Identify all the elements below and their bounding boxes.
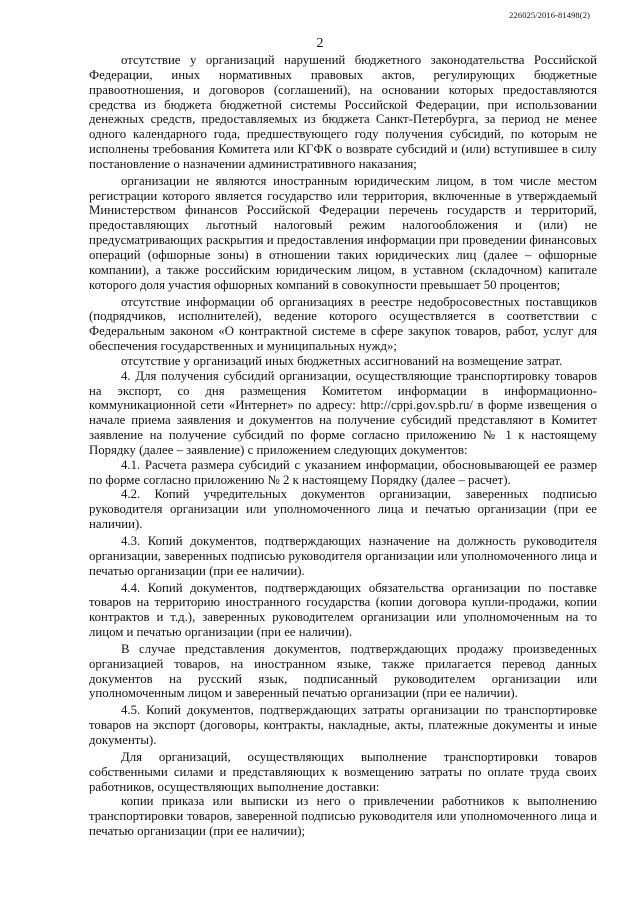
document-number: 226025/2016-81498(2) xyxy=(509,10,590,20)
paragraph: Для организаций, осуществляющих выполнение транспортировки товаров собственными силами и представляющих к возмещению затраты по оплате труда своих работников, осуществляющих выполнение доставки: xyxy=(89,749,597,794)
paragraph: организации не являются иностранным юридическим лицом, в том числе местом регистрации которого является государство или территория, включенные в утверждаемый Министерством финансов Российской Федерации перечень государств и территорий, предоставляющих льготный налоговый режим налогообложения и (или) не предусматривающих раскрытия и предоставления информации при проведении финансовых операций (офшорные зоны) в отношении таких юридических лиц (далее – офшорные компании), а также российским юридическим лицом, в уставном (складочном) капитале которого доля участия офшорных компаний в совокупности превышает 50 процентов; xyxy=(89,173,597,292)
paragraph: 4.4. Копий документов, подтверждающих обязательства организации по поставке товаров на территорию иностранного государства (копии договора купли-продажи, копии контрактов и т.д.), заверенных руководителем организации или уполномоченным на то лицом и печатью организации (при ее наличии). xyxy=(89,580,597,640)
paragraph: 4.5. Копий документов, подтверждающих затраты организации по транспортировке товаров на экспорт (договоры, контракты, накладные, акты, платежные документы и иные документы). xyxy=(89,703,597,747)
paragraph: копии приказа или выписки из него о привлечении работников к выполнению транспортировки товаров, заверенной подписью руководителя или уполномоченного лица и печатью организации (при ее наличии); xyxy=(89,794,597,839)
paragraph: отсутствие у организаций нарушений бюджетного законодательства Российской Федерации, иных нормативных правовых актов, регулирующих бюджетные правоотношения, и договоров (соглашений), на основании которых предоставляются средства из бюджета бюджетной системы Российской Федерации, при использовании денежных средств, предоставляемых из бюджета Санкт-Петербурга, за период не менее одного календарного года, предшествующего году получения субсидий, по которым не исполнены требования Комитета или КГФК о возврате субсидий и (или) вступившее в силу постановление о назначении административного наказания; xyxy=(89,53,597,171)
paragraph: 4.3. Копий документов, подтверждающих назначение на должность руководителя организации, заверенных подписью руководителя организации или уполномоченного лица и печатью организации (при ее наличии). xyxy=(89,534,597,578)
document-body xyxy=(89,53,597,839)
paragraph: отсутствие у организаций иных бюджетных ассигнований на возмещение затрат. xyxy=(121,353,563,368)
paragraph: 4.2. Копий учредительных документов организации, заверенных подписью руководителя организации или уполномоченного лица и печатью организации (при ее наличии). xyxy=(89,487,597,532)
page-number: 2 xyxy=(316,36,324,51)
paragraph: 4. Для получения субсидий организации, осуществляющие транспортировку товаров на экспорт, со дня размещения Комитетом информации в информационно-коммуникационной сети «Интернет» по адресу: http://cppi.gov.spb.ru/ в форме извещения о начале приема заявления и документов на получение субсидий представляют в Комитет заявление на получение субсидий по форме согласно приложению № 1 к настоящему Порядку (далее – заявление) с приложением следующих документов: xyxy=(89,368,597,457)
paragraph: 4.1. Расчета размера субсидий с указанием информации, обосновывающей ее размер по форме согласно приложению № 2 к настоящему Порядку (далее – расчет). xyxy=(89,457,597,487)
paragraph: отсутствие информации об организациях в реестре недобросовестных поставщиков (подрядчиков, исполнителей), ведение которого осуществляется в соответствии с Федеральным законом «О контрактной системе в сфере закупок товаров, работ, услуг для обеспечения государственных и муниципальных нужд»; xyxy=(89,294,597,354)
paragraph: В случае представления документов, подтверждающих продажу произведенных организацией товаров, на иностранном языке, также прилагается перевод данных документов на русский язык, подписанный руководителем организации или уполномоченным лицом и заверенный печатью организации (при ее наличии). xyxy=(89,641,597,701)
